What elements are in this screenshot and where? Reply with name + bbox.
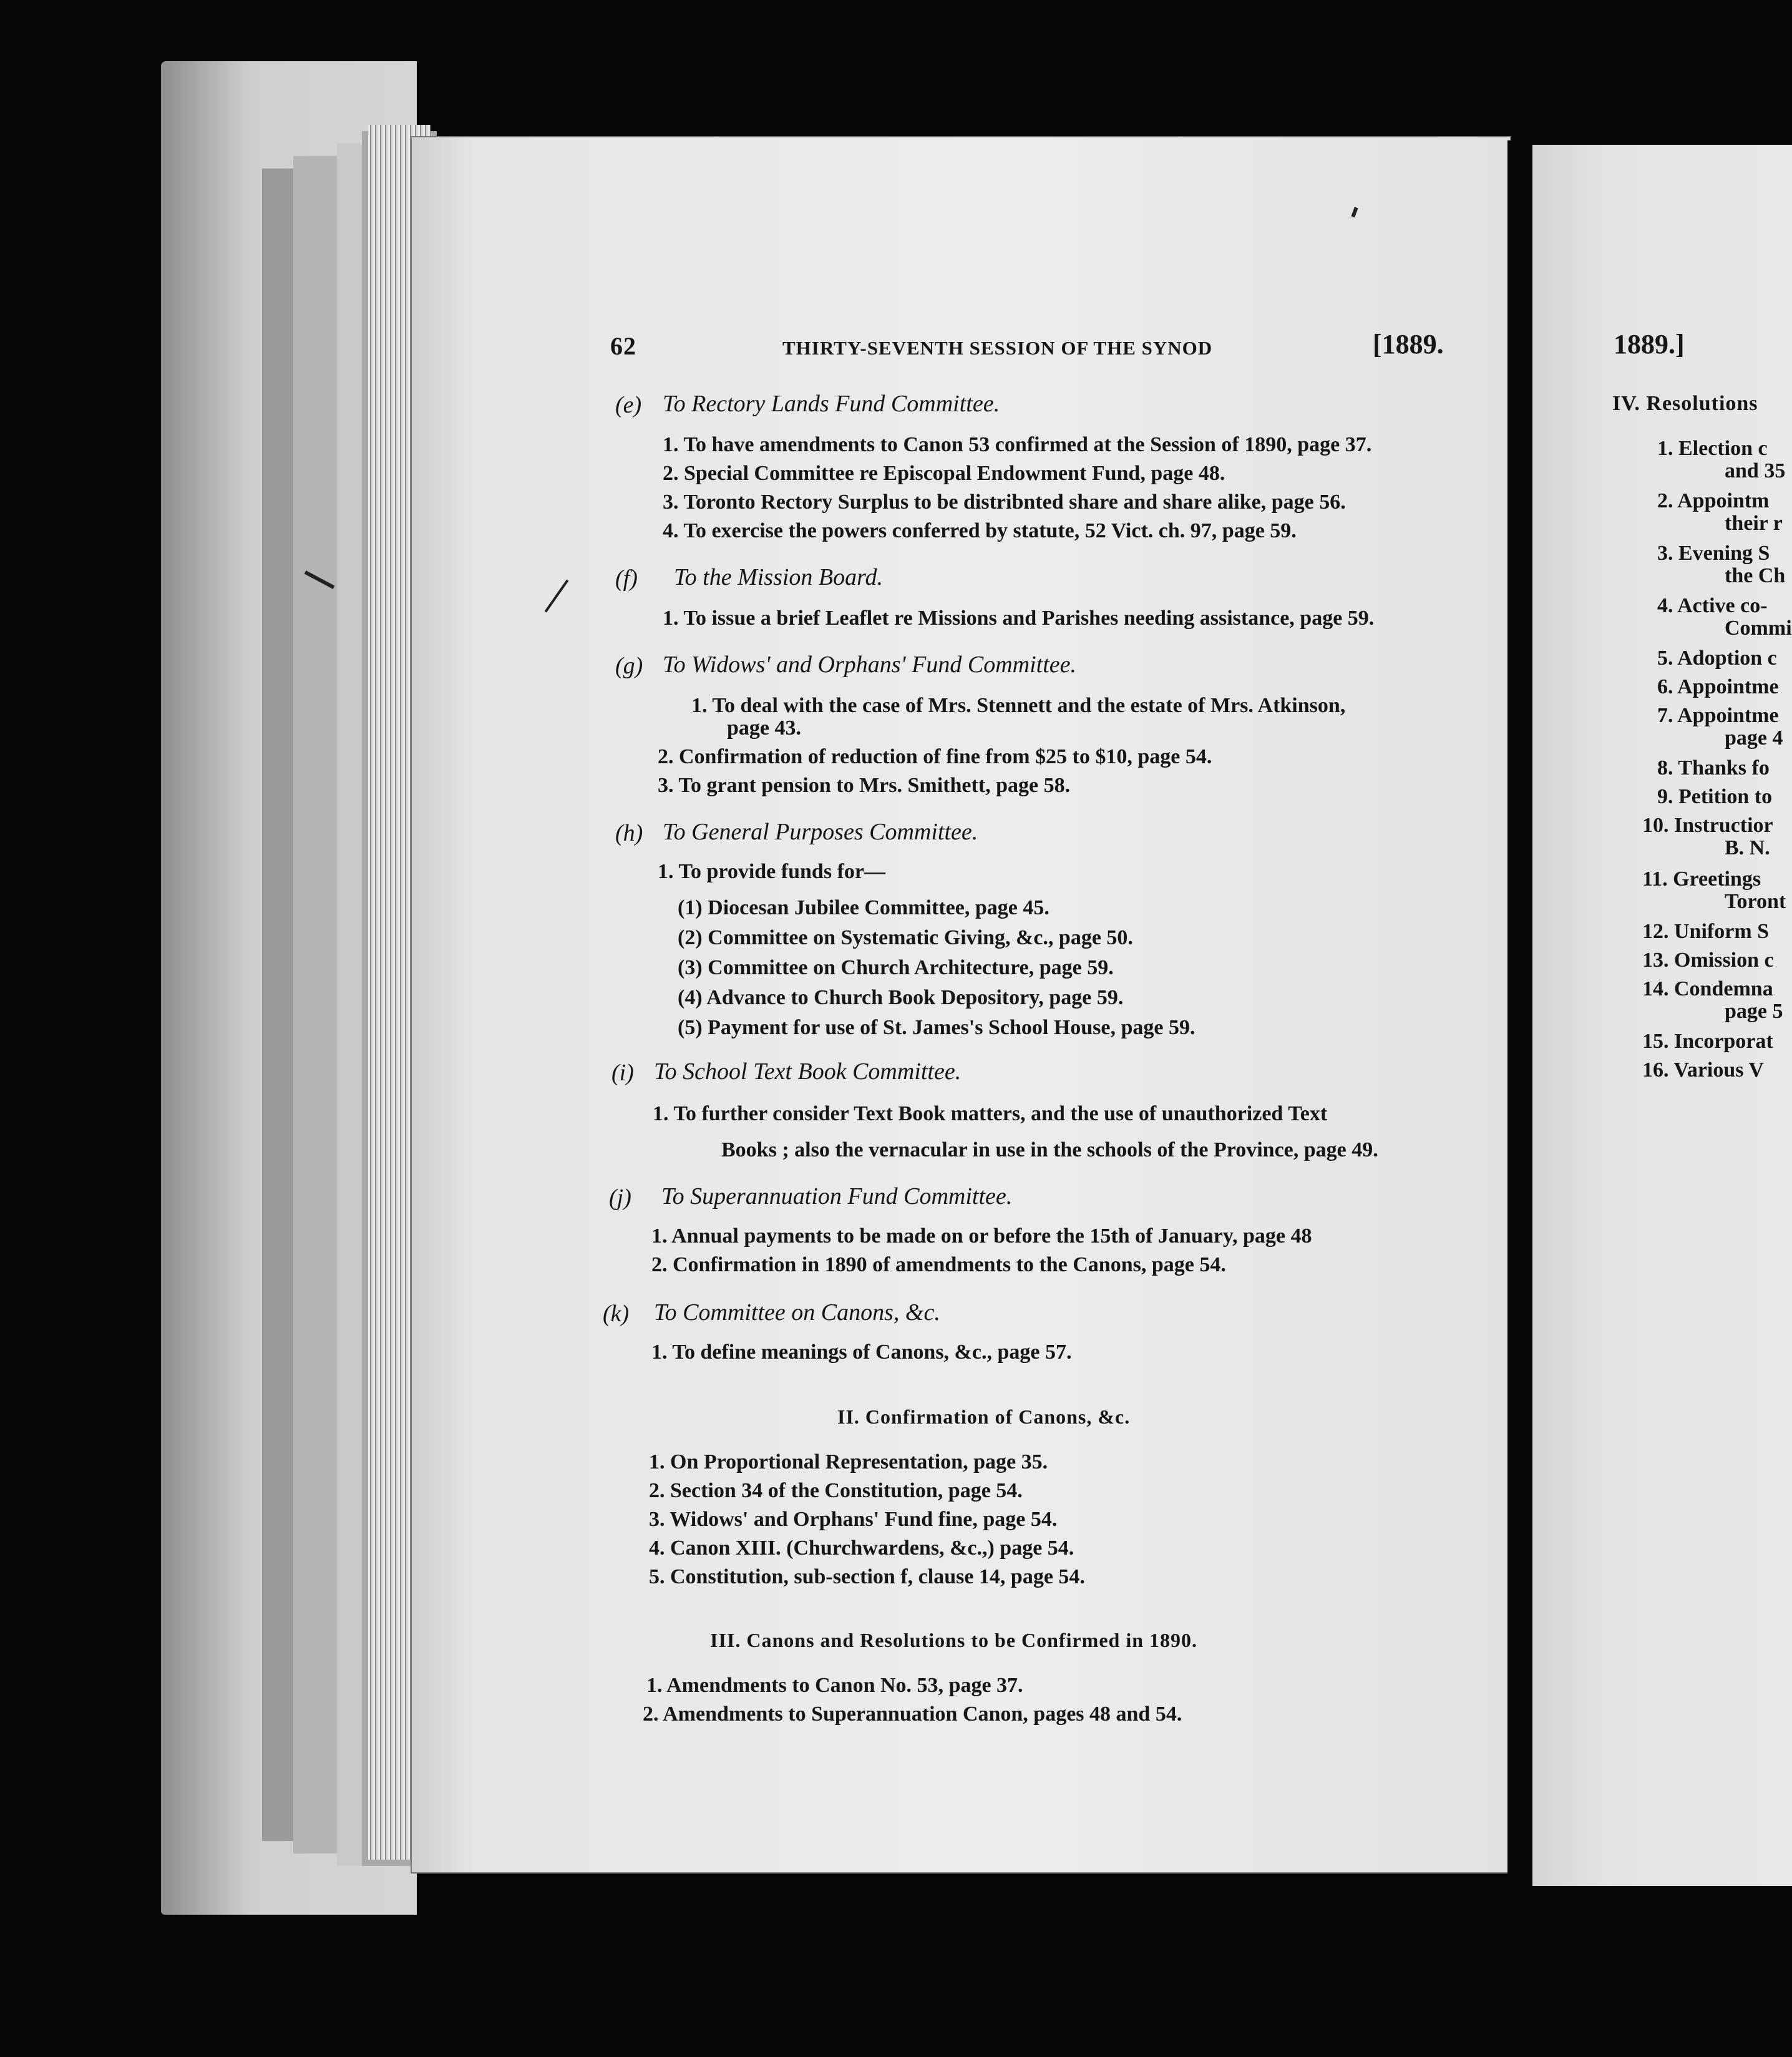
list-item: 11. Greetings bbox=[1642, 867, 1761, 891]
list-item: (1) Diocesan Jubilee Committee, page 45. bbox=[678, 896, 1049, 919]
list-item: 7. Appointme bbox=[1657, 704, 1779, 727]
list-item: Commi bbox=[1725, 617, 1792, 640]
list-item: 5. Constitution, sub-section f, clause 14, page 54. bbox=[649, 1565, 1085, 1588]
list-item: 1. To provide funds for— bbox=[658, 860, 885, 883]
list-item: Books ; also the vernacular in use in the schools of the Province, page 49. bbox=[721, 1138, 1378, 1161]
list-item: 8. Thanks fo bbox=[1657, 756, 1770, 779]
book-gutter bbox=[1507, 140, 1532, 1888]
list-item: 3. Toronto Rectory Surplus to be distribnted share and share alike, page 56. bbox=[663, 491, 1346, 514]
section-heading: To Rectory Lands Fund Committee. bbox=[663, 391, 1000, 417]
page-year: [1889. bbox=[1373, 329, 1444, 359]
list-item: (3) Committee on Church Architecture, page 59. bbox=[678, 956, 1114, 979]
list-item: 1. To define meanings of Canons, &c., page 57. bbox=[651, 1341, 1072, 1364]
section-marker: (e) bbox=[615, 392, 642, 418]
list-item: page 4 bbox=[1725, 726, 1783, 750]
list-item: 1. To further consider Text Book matters, and the use of unauthorized Text bbox=[653, 1102, 1328, 1125]
list-item: 3. Widows' and Orphans' Fund fine, page 54. bbox=[649, 1508, 1058, 1531]
list-item: 14. Condemna bbox=[1642, 977, 1773, 1000]
list-item: 2. Section 34 of the Constitution, page 54. bbox=[649, 1479, 1023, 1502]
page-year: 1889.] bbox=[1614, 329, 1685, 359]
list-item: 3. To grant pension to Mrs. Smithett, page 58. bbox=[658, 774, 1071, 797]
list-item: 4. Canon XIII. (Churchwardens, &c.,) page 54. bbox=[649, 1537, 1074, 1560]
list-item: B. N. bbox=[1725, 836, 1770, 859]
list-item: 2. Appointm bbox=[1657, 489, 1770, 512]
section-heading: To Superannuation Fund Committee. bbox=[661, 1183, 1013, 1209]
list-item: 1. Annual payments to be made on or before the 15th of January, page 48 bbox=[651, 1224, 1312, 1248]
list-item: 9. Petition to bbox=[1657, 785, 1773, 808]
list-item: Toront bbox=[1725, 890, 1786, 913]
section-heading: IV. Resolutions bbox=[1612, 392, 1758, 415]
section-heading: II. Confirmation of Canons, &c. bbox=[837, 1405, 1131, 1428]
list-item: page 43. bbox=[727, 716, 801, 740]
section-marker: (h) bbox=[615, 820, 643, 846]
list-item: 15. Incorporat bbox=[1642, 1030, 1773, 1053]
section-marker: (i) bbox=[611, 1060, 634, 1086]
section-marker: (f) bbox=[615, 565, 638, 592]
page-number: 62 bbox=[610, 332, 636, 360]
list-item: (4) Advance to Church Book Depository, page 59. bbox=[678, 986, 1124, 1009]
list-item: 12. Uniform S bbox=[1642, 920, 1770, 943]
section-marker: (k) bbox=[603, 1301, 630, 1327]
list-item: 1. Election c bbox=[1657, 437, 1768, 460]
list-item: 1. To issue a brief Leaflet re Missions and Parishes needing assistance, page 59. bbox=[663, 607, 1375, 630]
list-item: 3. Evening S bbox=[1657, 542, 1770, 565]
list-item: 13. Omission c bbox=[1642, 949, 1774, 972]
section-heading: To General Purposes Committee. bbox=[663, 819, 978, 845]
section-heading: To Widows' and Orphans' Fund Committee. bbox=[663, 652, 1077, 678]
list-item: 1. To have amendments to Canon 53 confirmed at the Session of 1890, page 37. bbox=[663, 433, 1372, 456]
list-item: 4. To exercise the powers conferred by statute, 52 Vict. ch. 97, page 59. bbox=[663, 519, 1297, 542]
list-item: 1. Amendments to Canon No. 53, page 37. bbox=[646, 1674, 1023, 1697]
list-item: 2. Amendments to Superannuation Canon, pages 48 and 54. bbox=[643, 1703, 1182, 1726]
list-item: the Ch bbox=[1725, 564, 1786, 587]
list-item: 6. Appointme bbox=[1657, 675, 1779, 698]
section-heading: III. Canons and Resolutions to be Confirmed in 1890. bbox=[710, 1629, 1198, 1651]
running-title: THIRTY-SEVENTH SESSION OF THE SYNOD bbox=[782, 337, 1213, 359]
list-item: 1. To deal with the case of Mrs. Stennett and the estate of Mrs. Atkinson, bbox=[691, 694, 1346, 717]
list-item: (5) Payment for use of St. James's School House, page 59. bbox=[678, 1016, 1195, 1039]
section-heading: To School Text Book Committee. bbox=[654, 1058, 962, 1085]
list-item: (2) Committee on Systematic Giving, &c., page 50. bbox=[678, 926, 1133, 949]
list-item: 2. Confirmation in 1890 of amendments to the Canons, page 54. bbox=[651, 1253, 1226, 1276]
list-item: 1. On Proportional Representation, page 35. bbox=[649, 1450, 1048, 1473]
list-item: 5. Adoption c bbox=[1657, 647, 1777, 670]
section-heading: To the Mission Board. bbox=[674, 564, 884, 590]
section-marker: (g) bbox=[615, 653, 643, 679]
list-item: page 5 bbox=[1725, 1000, 1783, 1023]
list-item: 16. Various V bbox=[1642, 1058, 1764, 1082]
section-marker: (j) bbox=[609, 1185, 631, 1211]
list-item: their r bbox=[1725, 512, 1783, 535]
list-item: 2. Confirmation of reduction of fine from $25 to $10, page 54. bbox=[658, 745, 1212, 768]
list-item: 4. Active co- bbox=[1657, 594, 1768, 617]
list-item: and 35 bbox=[1725, 459, 1786, 482]
list-item: 2. Special Committee re Episcopal Endowment Fund, page 48. bbox=[663, 462, 1225, 485]
list-item: 10. Instructior bbox=[1642, 814, 1773, 837]
section-heading: To Committee on Canons, &c. bbox=[654, 1299, 940, 1326]
